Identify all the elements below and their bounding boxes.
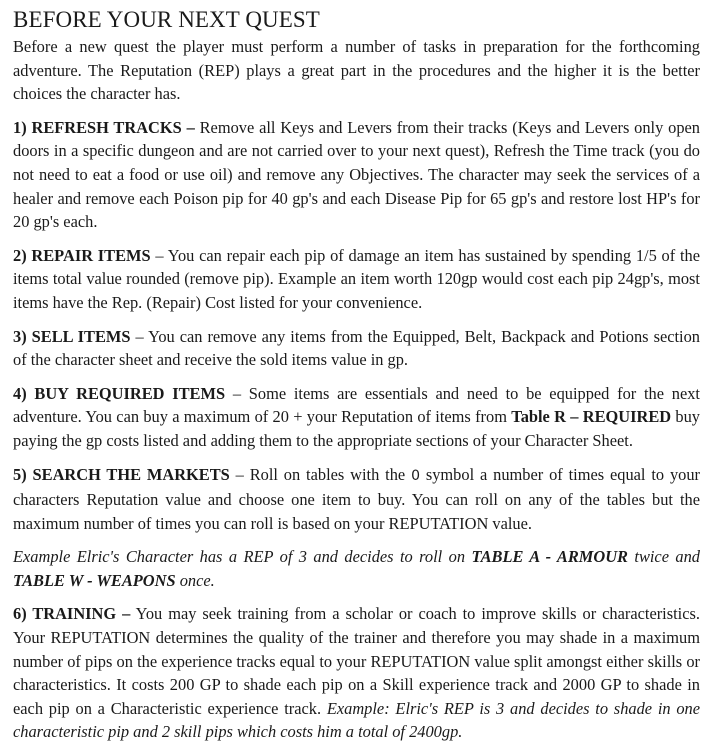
step-text: You may seek training from a scholar or coach to improve skills or characteristics. Your REPUTATION determines the quality of the trainer and therefore you may shade in a maximum number of pips on the experience tracks equal to your REPUTATION value split amongst either skills or characteristics. It costs 200 GP to shade each pip on a Skill experience track and 2000 GP to shade in each pip on a Characteristic experience track. [13,604,700,718]
step-text: symbol a number of times equal to your characters Reputation value and choose one item to buy. You can roll on any of the tables but the maximum number of times you can roll is based on your REPUTATION value. [13,464,700,533]
market-symbol-icon: 0 [411,467,420,484]
table-reference: Table R – REQUIRED [511,407,672,427]
step-text: – You can repair each pip of damage an item has sustained by spending 1/5 of the items total value rounded (remove pip). Example an item worth 120gp would cost each pip 24gp's, most items have the Rep. (Repair) Cost listed for your convenience. [13,245,701,312]
example-text: once. [175,570,215,590]
example-paragraph [13,545,700,592]
step-heading: 1) REFRESH TRACKS – [13,117,195,137]
step-text: Remove all Keys and Levers from their tracks (Keys and Levers only open doors in a specific dungeon and are not carried over to your next quest), Refresh the Time track (you do not need to eat a food or use oil) and remove any Objectives. The character may seek the services of a healer and remove each Poison pip for 40 gp's and each Disease Pip for 65 gp's and restore lost HP's for 20 gp's each. [13,117,700,232]
step-search-markets [13,463,700,536]
step-text: – Some items are essentials and need to be equipped for the next adventure. You can buy a maximum of 20 + your Reputation of items from [13,383,700,427]
page-title: BEFORE YOUR NEXT QUEST [13,7,320,32]
step-text: buy paying the gp costs listed and adding them to the appropriate sections of your Character Sheet. [13,407,700,450]
step-refresh-tracks [13,116,700,234]
step-heading: 2) REPAIR ITEMS [13,245,151,265]
step-heading: 4) BUY REQUIRED ITEMS [13,383,226,403]
example-text: twice and [627,547,700,567]
step-repair-items [13,244,700,315]
intro-paragraph: Before a new quest the player must perform a number of tasks in preparation for the forthcoming adventure. The Reputation (REP) plays a great part in the procedures and the higher it is the better choices the character has. [13,37,700,104]
step-buy-required-items [13,382,700,453]
example-text: Example Elric's Character has a REP of 3 and decides to roll on [13,547,472,567]
table-reference: TABLE W - WEAPONS [13,570,176,590]
step-heading: 6) TRAINING – [13,604,131,624]
step-text: – Roll on tables with the [229,464,412,484]
step-text: – You can remove any items from the Equipped, Belt, Backpack and Potions section of the character sheet and receive the sold items value in gp. [13,326,700,370]
step-training [13,602,700,744]
step-heading: 3) SELL ITEMS [13,326,131,346]
training-example: Example: Elric's REP is 3 and decides to shade in one characteristic pip and 2 skill pips which costs him a total of 2400gp. [13,698,700,742]
step-heading: 5) SEARCH THE MARKETS [13,464,230,484]
step-sell-items [13,325,700,372]
table-reference: TABLE A - ARMOUR [471,547,628,567]
